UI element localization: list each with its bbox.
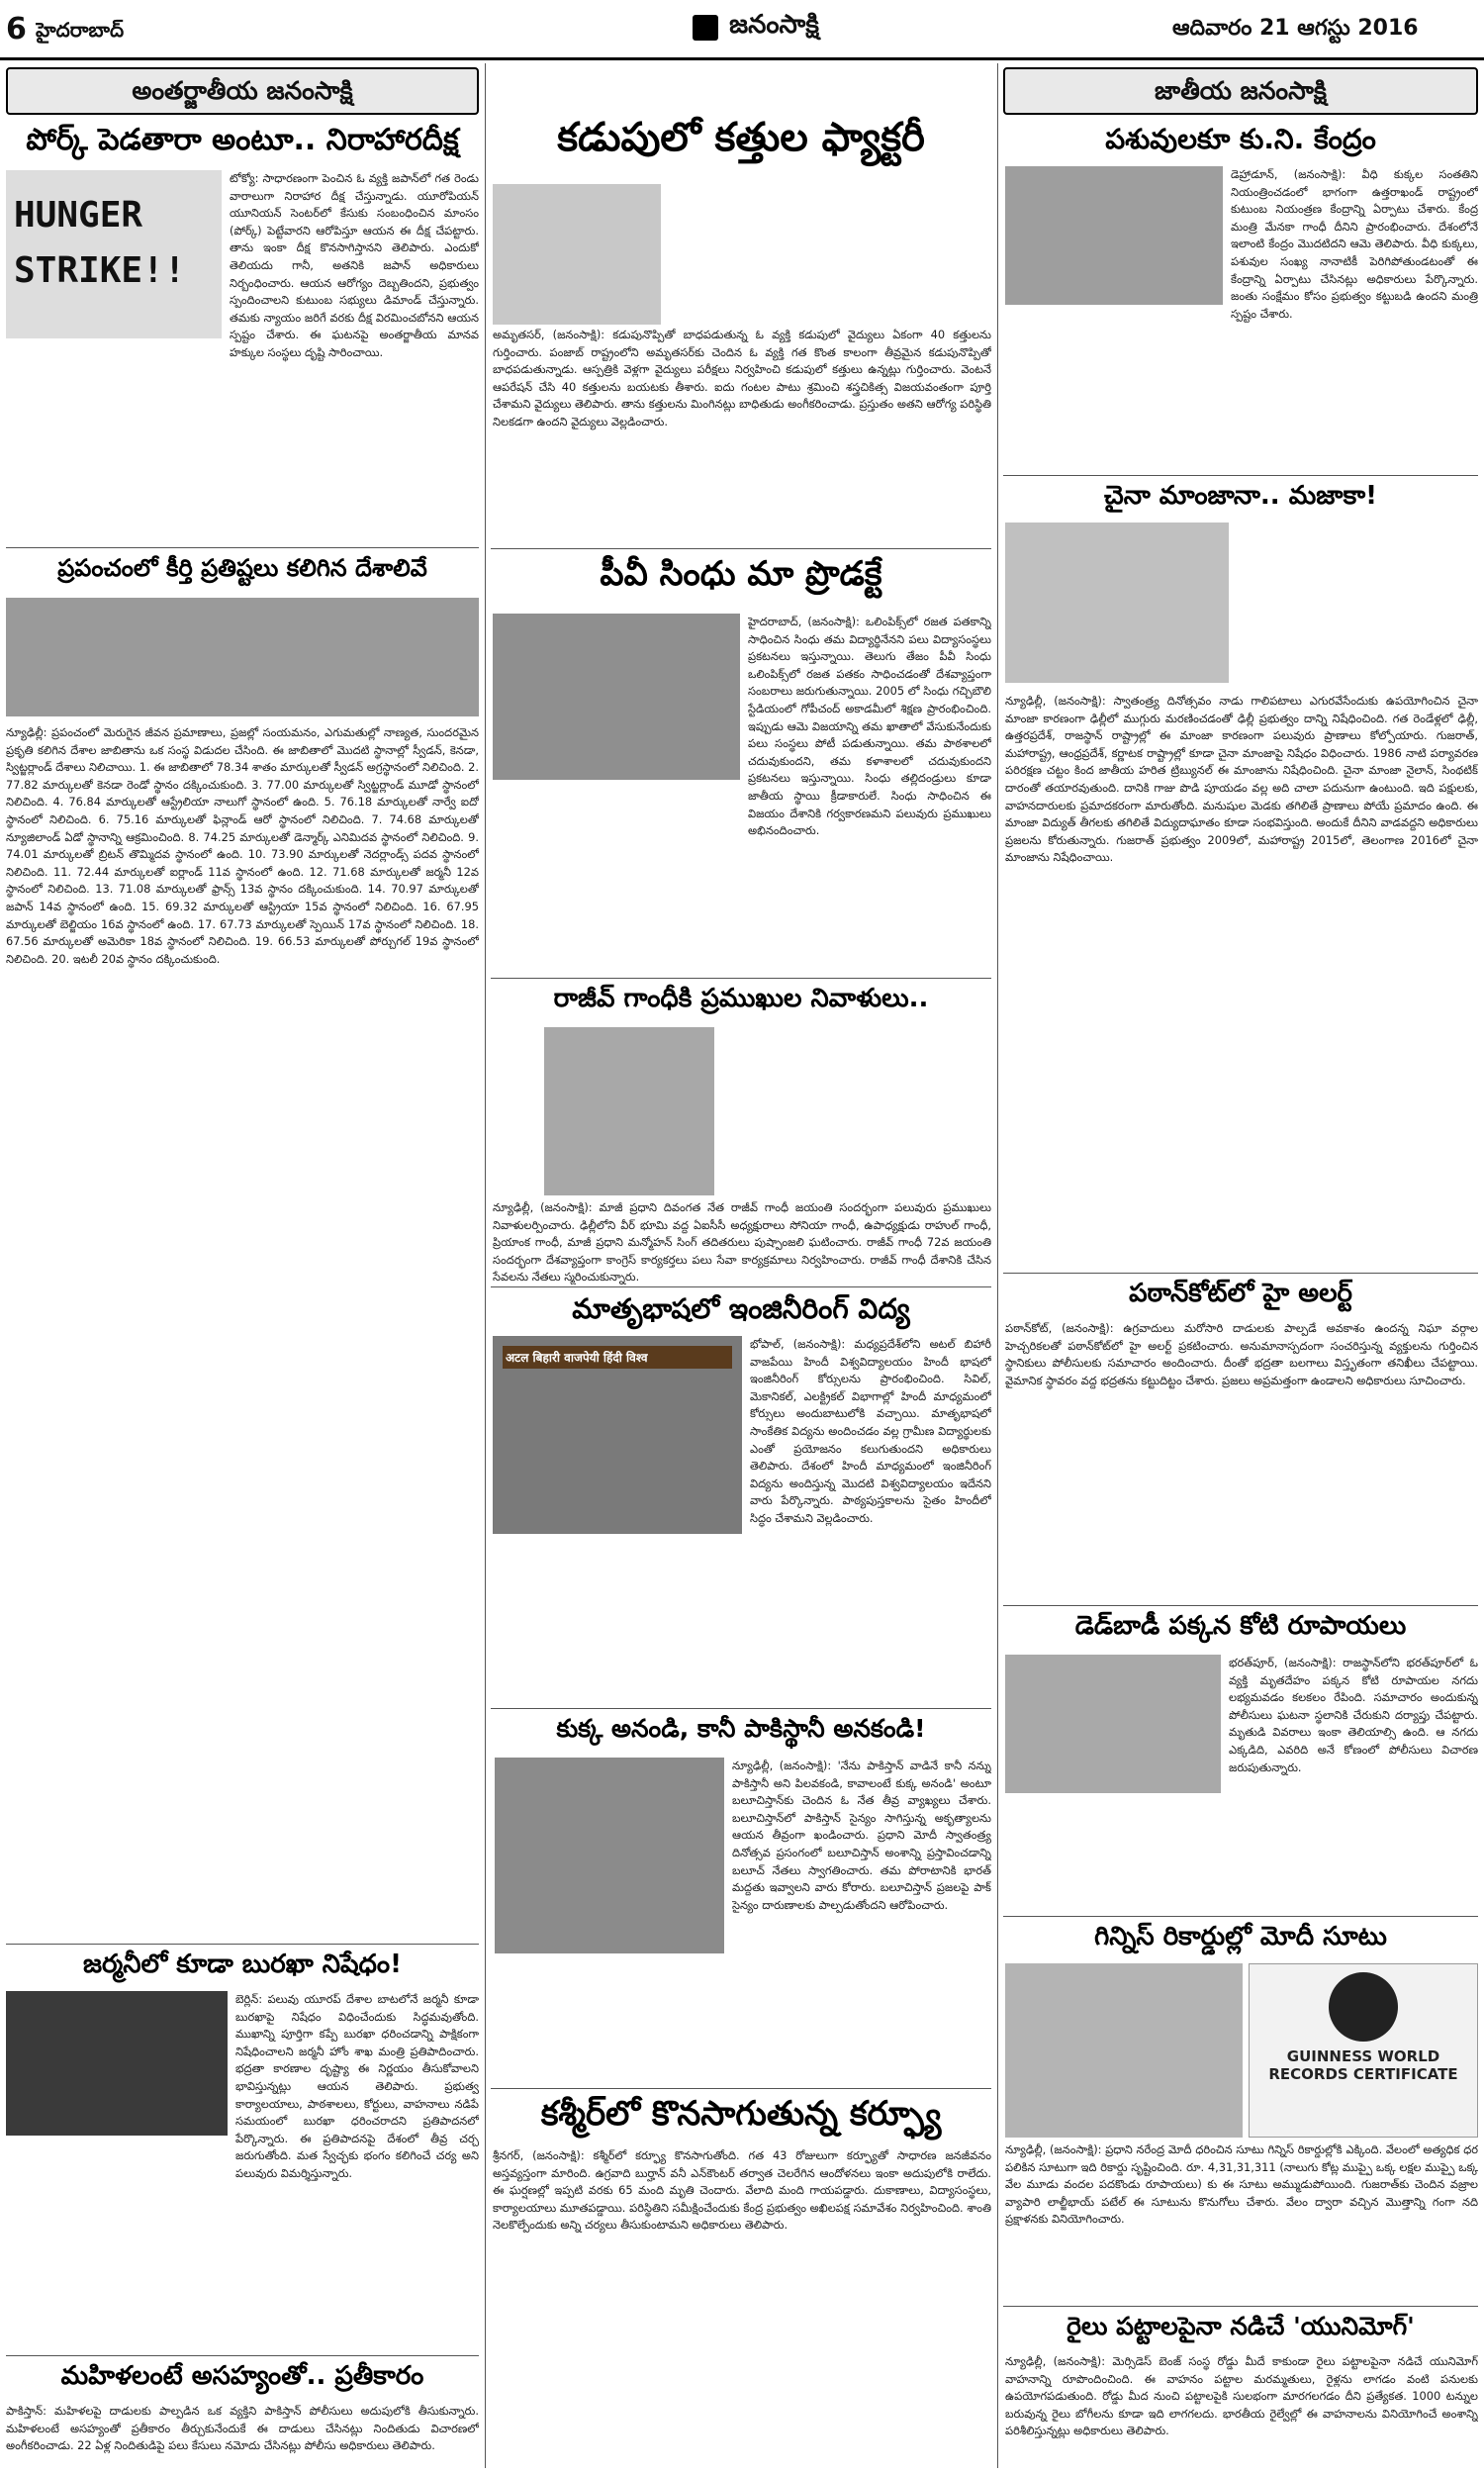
rule	[6, 1944, 479, 1945]
photo-city-street	[6, 598, 479, 716]
rule	[491, 978, 991, 979]
article-engineering: భోపాల్, (జనంసాక్షి): మధ్యప్రదేశ్‌లోని అటల్ బిహారీ వాజపేయి హిందీ విశ్వవిద్యాలయం హిందీ భాషలో ఇంజినీరింగ్ కోర్సులను ప్రారంభించింది. సివిల్, మెకానికల్, ఎలక్ట్రికల్ విభాగాల్లో హిందీ మాధ్యమంలో కోర్సులు అందుబాటులోకి వచ్చాయి. మాతృభాషలో సాంకేతిక విద్యను అందించడం వల్ల గ్రామీణ విద్యార్థులకు ఎంతో ప్రయోజనం కలుగుతుందని అధికారులు తెలిపారు. దేశంలో హిందీ మాధ్యమంలో ఇంజినీరింగ్ విద్యను అందిస్తున్న మొదటి విశ్వవిద్యాలయం ఇదేనని వారు పేర్కొన్నారు. పాఠ్యపుస్తకాలను సైతం హిందీలో సిద్ధం చేశామని వెల్లడించారు.	[750, 1337, 991, 1525]
rule	[491, 548, 991, 549]
rule	[491, 1708, 991, 1709]
article-hunger-strike: టోక్యో: సాధారణంగా పెంచిన ఓ వ్యక్తి జపాన్‌లో గత రెండు వారాలుగా నిరాహార దీక్ష చేస్తున్నాడు. యూరోపియన్ యూనియన్ సెంటర్‌లో కేసుకు సంబంధించిన మాంసం (పోర్క్) పెట్టేవారని ఆరోపిస్తూ ఆయన ఈ దీక్ష చేపట్టారు. తాను ఇంకా దీక్ష కొనసాగిస్తానని తెలిపారు. ఎందుకో తెలియదు గానీ, అతనికి జపాన్ అధికారులు నిర్బంధించారు. ఆయన ఆరోగ్యం దెబ్బతిందని, ప్రభుత్వం స్పందించాలని కుటుంబ సభ్యులు డిమాండ్ చేస్తున్నారు. తమకు న్యాయం జరిగే వరకు దీక్ష విరమించబోనని ఆయన స్పష్టం చేశారు. ఈ ఘటనపై అంతర్జాతీయ మానవ హక్కుల సంస్థలు దృష్టి సారించాయి.	[230, 171, 479, 359]
headline-rajiv-gandhi: రాజీవ్ గాంధీకి ప్రముఖుల నివాళులు..	[553, 984, 929, 1013]
article-china-manja: న్యూఢిల్లీ, (జనంసాక్షి): స్వాతంత్ర్య దినోత్సవం నాడు గాలిపటాలు ఎగురవేసేందుకు ఉపయోగించిన చైనా మాంజా కారణంగా ఢిల్లీలో ముగ్గురు మరణించడంతో ఢిల్లీ ప్రభుత్వం దాన్ని నిషేధించింది. గత రెండేళ్లలో ఢిల్లీ, ఉత్తరప్రదేశ్, రాజస్థాన్ రాష్ట్రాల్లో ఈ మాంజా కారణంగా పలువురు ప్రాణాలు కోల్పోయారు. గుజరాత్, మహారాష్ట్ర, ఆంధ్రప్రదేశ్, కర్ణాటక రాష్ట్రాల్లో కూడా చైనా మాంజాపై నిషేధం విధించారు. 1986 నాటి పర్యావరణ పరిరక్షణ చట్టం కింద జాతీయ హరిత ట్రిబ్యునల్ ఈ మాంజాను నిషేధించింది. చైనా మాంజా నైలాన్, సింథటిక్ దారంతో తయారవుతుంది. దానికి గాజు పొడి పూయడం వల్ల అది చాలా పదునుగా ఉంటుంది. ఇది పక్షులకు, వాహనదారులకు ప్రమాదకరంగా మారుతోంది. మనుషుల మెడకు తగిలితే ప్రాణాలు పోయే ప్రమాదం ఉంది. ఈ మాంజా విద్యుత్ తీగలకు తగిలితే విద్యుదాఘాతం కూడా సంభవిస్తుంది. అందుకే దీనిని వాడవద్దని అధికారులు ప్రజలను కోరుతున్నారు. గుజరాత్ ప్రభుత్వం 2009లో, మహారాష్ట్ర 2015లో, తెలంగాణ 2016లో చైనా మాంజాను నిషేధించాయి.	[1005, 694, 1478, 865]
masthead-rule	[0, 57, 1484, 60]
rule	[1003, 2306, 1478, 2307]
rule	[1003, 1605, 1478, 1606]
rule	[491, 2088, 991, 2089]
guinness-certificate-text: GUINNESS WORLD RECORDS CERTIFICATE	[1268, 2047, 1458, 2083]
rule	[1003, 1273, 1478, 1274]
guinness-certificate	[1249, 1963, 1478, 2138]
masthead	[0, 0, 1484, 67]
article-rajiv-gandhi: న్యూఢిల్లీ, (జనంసాక్షి): మాజీ ప్రధాని దివంగత నేత రాజీవ్ గాంధీ జయంతి సందర్భంగా పలువురు ప్రముఖులు నివాళులర్పించారు. ఢిల్లీలోని వీర్ భూమి వద్ద ఏఐసీసీ అధ్యక్షురాలు సోనియా గాంధీ, ఉపాధ్యక్షుడు రాహుల్ గాంధీ, ప్రియాంక గాంధీ, మాజీ ప్రధాని మన్మోహన్ సింగ్ తదితరులు పుష్పాంజలి ఘటించారు. రాజీవ్ గాంధీ 72వ జయంతి సందర్భంగా దేశవ్యాప్తంగా కాంగ్రెస్ కార్యకర్తలు పలు సేవా కార్యక్రమాలు నిర్వహించారు. రాజీవ్ గాంధీ దేశానికి చేసిన సేవలను నేతలు స్మరించుకున్నారు.	[493, 1200, 991, 1285]
rule	[6, 2355, 479, 2356]
headline-baloch: కుక్క అనండి, కానీ పాకిస్థానీ అనకండి!	[556, 1714, 926, 1743]
issue-date: ఆదివారం 21 ఆగస్టు 2016	[1172, 16, 1419, 41]
article-unimog: న్యూఢిల్లీ, (జనంసాక్షి): మెర్సిడెస్ బెంజ్ సంస్థ రోడ్డు మీదే కాకుండా రైలు పట్టాలపైనా నడిచే యునిమోగ్ వాహనాన్ని రూపొందించింది. ఈ వాహనం పట్టాల మరమ్మతులు, రైళ్లను లాగడం వంటి పనులకు ఉపయోగపడుతుంది. రోడ్డు మీద నుంచి పట్టాలపైకి సులభంగా మారగలగడం దీని ప్రత్యేకత. 1000 టన్నుల బరువున్న రైలు బోగీలను కూడా ఇది లాగగలదు. భారతీయ రైల్వేల్లో ఈ వాహనాలను వినియోగించే అంశాన్ని పరిశీలిస్తున్నట్లు అధికారులు తెలిపారు.	[1005, 2354, 1478, 2438]
headline-dead-body-cash: డెడ్‌బాడీ పక్కన కోటి రూపాయలు	[1074, 1611, 1407, 1641]
paper-logo	[693, 10, 890, 49]
headline-knife-factory: కడుపులో కత్తుల ఫ్యాక్టరీ	[557, 115, 925, 160]
paper-name: జనంసాక్షి	[729, 10, 819, 40]
headline-hunger-strike: పోర్క్ పెడతారా అంటూ.. నిరాహారదీక్ష	[26, 123, 459, 157]
column-divider-right	[997, 63, 998, 2468]
headline-modi-suit: గిన్నిస్ రికార్డుల్లో మోదీ సూటు	[1094, 1922, 1387, 1951]
headline-kashmir: కశ్మీర్‌లో కొనసాగుతున్న కర్ఫ్యూ	[540, 2094, 942, 2134]
photo-baloch-leader	[495, 1758, 724, 1953]
photo-modi	[1005, 1963, 1243, 2138]
rule	[6, 547, 479, 548]
rule	[491, 1286, 991, 1287]
headline-engineering: మాతృభాషలో ఇంజినీరింగ్ విద్య	[572, 1292, 910, 1325]
section-title-national: జాతీయ జనంసాక్షి	[1003, 67, 1478, 115]
photo-maneka-gandhi	[1005, 166, 1223, 305]
photo-burqa-women	[6, 1991, 228, 2136]
article-pathankot: పఠాన్‌కోట్, (జనంసాక్షి): ఉగ్రవాదులు మరోసారి దాడులకు పాల్పడే అవకాశం ఉందన్న నిఘా వర్గాల హెచ్చరికలతో పఠాన్‌కోట్‌లో హై అలర్ట్ ప్రకటించారు. అనుమానాస్పదంగా సంచరిస్తున్న వ్యక్తులను గుర్తించిన స్థానికులు పోలీసులకు సమాచారం అందించారు. దీంతో భద్రతా బలగాలు విస్తృతంగా తనిఖీలు చేపట్టాయి. వైమానిక స్థావరం వద్ద భద్రతను కట్టుదిట్టం చేశారు. ప్రజలు అప్రమత్తంగా ఉండాలని అధికారులు సూచించారు.	[1005, 1321, 1478, 1387]
headline-sindhu: పీవీ సింధు మా ప్రొడక్టే	[600, 554, 882, 594]
article-baloch: న్యూఢిల్లీ, (జనంసాక్షి): 'నేను పాకిస్తాన్ వాడినే కానీ నన్ను పాకిస్తానీ అని పిలవకండి, కావాలంటే కుక్క అనండి' అంటూ బలూచిస్తాన్‌కు చెందిన ఓ నేత తీవ్ర వ్యాఖ్యలు చేశారు. బలూచిస్తాన్‌లో పాకిస్తాన్ సైన్యం సాగిస్తున్న అకృత్యాలను ఆయన తీవ్రంగా ఖండించారు. ప్రధాని మోదీ స్వాతంత్ర్య దినోత్సవ ప్రసంగంలో బలూచిస్తాన్ అంశాన్ని ప్రస్తావించడాన్ని బలూచ్ నేతలు స్వాగతించారు. తమ పోరాటానికి భారత్ మద్దతు ఇవ్వాలని వారు కోరారు. బలూచిస్తాన్ ప్రజలపై పాక్ సైన్యం దారుణాలకు పాల్పడుతోందని ఆరోపించారు.	[732, 1759, 991, 1912]
headline-unimog: రైలు పట్టాలపైనా నడిచే 'యునిమోగ్'	[1067, 2312, 1415, 2340]
headline-reputed-nations: ప్రపంచంలో కీర్తి ప్రతిష్టలు కలిగిన దేశాలివే	[57, 554, 427, 582]
photo-rajiv-gandhi	[544, 1027, 714, 1195]
article-dead-body-cash: భరత్‌పూర్, (జనంసాక్షి): రాజస్థాన్‌లోని భరత్‌పూర్‌లో ఓ వ్యక్తి మృతదేహం పక్కన కోటి రూపాయల నగదు లభ్యమవడం కలకలం రేపింది. సమాచారం అందుకున్న పోలీసులు ఘటనా స్థలానికి చేరుకుని దర్యాప్తు చేపట్టారు. మృతుడి వివరాలు ఇంకా తెలియాల్సి ఉంది. ఆ నగదు ఎక్కడిది, ఎవరిది అనే కోణంలో పోలీసులు విచారణ జరుపుతున్నారు.	[1229, 1656, 1478, 1774]
headline-burqa-ban: జర్మనీలో కూడా బురఖా నిషేధం!	[83, 1950, 402, 1979]
article-knife-factory: అమృతసర్, (జనంసాక్షి): కడుపునొప్పితో బాధపడుతున్న ఓ వ్యక్తి కడుపులో వైద్యులు ఏకంగా 40 కత్తులను గుర్తించారు. పంజాబ్ రాష్ట్రంలోని అమృతసర్‌కు చెందిన ఓ వ్యక్తి గత కొంత కాలంగా తీవ్రమైన కడుపునొప్పితో బాధపడుతున్నాడు. ఆస్పత్రికి వెళ్లగా వైద్యులు పరీక్షలు నిర్వహించి కడుపులో కత్తులు ఉన్నట్లు గుర్తించారు. వెంటనే ఆపరేషన్ చేసి 40 కత్తులను బయటకు తీశారు. ఐదు గంటల పాటు శ్రమించి శస్త్రచికిత్స విజయవంతంగా పూర్తి చేశామని వైద్యులు తెలిపారు. తాను కత్తులను మింగినట్లు బాధితుడు అంగీకరించాడు. ప్రస్తుతం అతని ఆరోగ్య పరిస్థితి నిలకడగా ఉందని వైద్యులు వెల్లడించారు.	[493, 328, 991, 428]
photo-kite	[1005, 523, 1229, 683]
article-kashmir: శ్రీనగర్, (జనంసాక్షి): కశ్మీర్‌లో కర్ఫ్యూ కొనసాగుతోంది. గత 43 రోజులుగా కర్ఫ్యూతో సాధారణ జనజీవనం అస్తవ్యస్తంగా మారింది. ఉగ్రవాది బుర్హాన్ వనీ ఎన్‌కౌంటర్ తర్వాత చెలరేగిన ఆందోళనలు ఇంకా అదుపులోకి రాలేదు. ఈ ఘర్షణల్లో ఇప్పటి వరకు 65 మంది మృతి చెందారు. వేలాది మంది గాయపడ్డారు. దుకాణాలు, విద్యాసంస్థలు, కార్యాలయాలు మూతపడ్డాయి. పరిస్థితిని సమీక్షించేందుకు కేంద్ర ప్రభుత్వం అఖిలపక్ష సమావేశం నిర్వహించింది. శాంతి నెలకొల్పేందుకు అన్ని చర్యలు తీసుకుంటామని అధికారులు తెలిపారు.	[493, 2148, 991, 2233]
section-title-international: అంతర్జాతీయ జనంసాక్షి	[6, 67, 479, 115]
column-divider-left	[485, 63, 486, 2468]
photo-knives	[493, 184, 661, 325]
photo-university-sign: अटल बिहारी वाजपेयी हिंदी विश्व	[503, 1346, 732, 1369]
rule	[1003, 475, 1478, 476]
article-sindhu: హైదరాబాద్, (జనంసాక్షి): ఒలింపిక్స్‌లో రజత పతకాన్ని సాధించిన సింధు తమ విద్యార్థినేనని పలు విద్యాసంస్థలు ప్రకటనలు ఇస్తున్నాయి. తెలుగు తేజం పీవీ సింధు ఒలింపిక్స్‌లో రజత పతకం సాధించడంతో దేశవ్యాప్తంగా సంబరాలు జరుగుతున్నాయి. 2005 లో సింధు గచ్చిబౌలి స్టేడియంలో గోపీచంద్ అకాడమీలో శిక్షణ ప్రారంభించింది. ఇప్పుడు ఆమె విజయాన్ని తమ ఖాతాలో వేసుకునేందుకు పలు సంస్థలు పోటీ పడుతున్నాయి. తమ పాఠశాలలో చదువుకుందని, తమ కళాశాలలో చదువుకుందని ప్రకటనలు ఇస్తున్నాయి. సింధు తల్లిదండ్రులు కూడా జాతీయ స్థాయి క్రీడాకారులే. సింధు సాధించిన ఈ విజయం దేశానికి గర్వకారణమని పలువురు ప్రముఖులు అభినందించారు.	[748, 615, 991, 838]
guinness-logo-icon	[1329, 1972, 1398, 2042]
article-animal-centre: డెహ్రాడూన్, (జనంసాక్షి): వీధి కుక్కల సంతతిని నియంత్రించడంలో భాగంగా ఉత్తరాఖండ్ రాష్ట్రంలో కుటుంబ నియంత్రణ కేంద్రాన్ని ఏర్పాటు చేశారు. కేంద్ర మంత్రి మేనకా గాంధీ దీనిని ప్రారంభించారు. దేశంలోనే ఇలాంటి కేంద్రం మొదటిదని ఆమె తెలిపారు. వీధి కుక్కలు, పశువుల సంఖ్య నానాటికీ పెరిగిపోతుండటంతో ఈ కేంద్రాన్ని ఏర్పాటు చేసినట్లు అధికారులు పేర్కొన్నారు. జంతు సంక్షేమం కోసం ప్రభుత్వం కట్టుబడి ఉందని మంత్రి స్పష్టం చేశారు.	[1231, 167, 1478, 321]
photo-cash-bundles	[1005, 1655, 1221, 1793]
photo-hunger-strike	[6, 170, 222, 338]
photo-sindhu	[493, 614, 740, 780]
article-revenge: పాకిస్తాన్: మహిళలపై దాడులకు పాల్పడిన ఒక వ్యక్తిని పాకిస్తాన్ పోలీసులు అదుపులోకి తీసుకున్నారు. మహిళలంటే అసహ్యంతో ప్రతీకారం తీర్చుకునేందుకే ఈ దాడులు చేసినట్లు నిందితుడు విచారణలో అంగీకరించాడు. 22 ఏళ్ల నిందితుడిపై పలు కేసులు నమోదు చేసినట్లు పోలీసు అధికారులు తెలిపారు.	[6, 2404, 479, 2453]
headline-pathankot: పఠాన్‌కోట్‌లో హై అలర్ట్	[1129, 1279, 1352, 1308]
logo-mark-icon	[693, 15, 718, 41]
headline-china-manja: చైనా మాంజానా.. మజాకా!	[1103, 481, 1378, 511]
city-label: హైదరాబాద్	[36, 18, 125, 42]
photo-hunger-strike-sign: HUNGER STRIKE!!	[14, 195, 186, 291]
article-burqa-ban: బెర్లిన్: పలువు యూరప్ దేశాల బాటలోనే జర్మనీ కూడా బురఖాపై నిషేధం విధించేందుకు సిద్ధమవుతోంది. ముఖాన్ని పూర్తిగా కప్పే బురఖా ధరించడాన్ని పాక్షికంగా నిషేధించాలని జర్మనీ హోం శాఖ మంత్రి ప్రతిపాదించారు. భద్రతా కారణాల దృష్ట్యా ఈ నిర్ణయం తీసుకోవాలని భావిస్తున్నట్లు ఆయన తెలిపారు. ప్రభుత్వ కార్యాలయాలు, పాఠశాలలు, కోర్టులు, వాహనాలు నడిపే సమయంలో బురఖా ధరించరాదని ప్రతిపాదనలో పేర్కొన్నారు. ఈ ప్రతిపాదనపై దేశంలో తీవ్ర చర్చ జరుగుతోంది. మత స్వేచ్ఛకు భంగం కలిగించే చర్య అని పలువురు విమర్శిస్తున్నారు.	[235, 1992, 479, 2180]
article-reputed-nations: న్యూఢిల్లీ: ప్రపంచంలో మెరుగైన జీవన ప్రమాణాలు, ప్రజల్లో సంయమనం, ఎగుమతుల్లో నాణ్యత, సుందరమైన ప్రకృతి కలిగిన దేశాల జాబితాను ఒక సంస్థ విడుదల చేసింది. ఈ జాబితాలో మొదటి స్థానాల్లో స్వీడన్, కెనడా, స్విట్జర్లాండ్ దేశాలు నిలిచాయి. 1. ఈ జాబితాలో 78.34 శాతం మార్కులతో స్వీడన్ అగ్రస్థానంలో నిలిచింది. 2. 77.82 మార్కులతో కెనడా రెండో స్థానం దక్కించుకుంది. 3. 77.00 మార్కులతో స్విట్జర్లాండ్ మూడో స్థానంలో నిలిచింది. 4. 76.84 మార్కులతో ఆస్ట్రేలియా నాలుగో స్థానంలో ఉంది. 5. 76.18 మార్కులతో నార్వే ఐదో స్థానంలో నిలిచింది. 6. 75.16 మార్కులతో ఫిన్లాండ్ ఆరో స్థానంలో నిలిచింది. 7. 74.68 మార్కులతో న్యూజిలాండ్ ఏడో స్థానాన్ని ఆక్రమించింది. 8. 74.25 మార్కులతో డెన్మార్క్ ఎనిమిదవ స్థానంలో నిలిచింది. 9. 74.01 మార్కులతో బ్రిటన్ తొమ్మిదవ స్థానంలో ఉంది. 10. 73.90 మార్కులతో నెదర్లాండ్స్ పదవ స్థానంలో నిలిచింది. 11. 72.44 మార్కులతో ఐర్లాండ్ 11వ స్థానంలో ఉంది. 12. 71.68 మార్కులతో జర్మనీ 12వ స్థానంలో నిలిచింది. 13. 71.08 మార్కులతో ఫ్రాన్స్ 13వ స్థానం దక్కించుకుంది. 14. 70.97 మార్కులతో జపాన్ 14వ స్థానంలో ఉంది. 15. 69.32 మార్కులతో ఆస్ట్రియా 15వ స్థానంలో నిలిచింది. 16. 67.95 మార్కులతో బెల్జియం 16వ స్థానంలో ఉంది. 17. 67.73 మార్కులతో స్పెయిన్ 17వ స్థానంలో నిలిచింది. 18. 67.56 మార్కులతో అమెరికా 18వ స్థానంలో నిలిచింది. 19. 66.53 మార్కులతో పోర్చుగల్ 19వ స్థానంలో నిలిచింది. 20. ఇటలీ 20వ స్థానం దక్కించుకుంది.	[6, 725, 479, 966]
rule	[1003, 1916, 1478, 1917]
headline-revenge: మహిళలంటే అసహ్యంతో.. ప్రతీకారం	[60, 2361, 424, 2391]
article-modi-suit: న్యూఢిల్లీ, (జనంసాక్షి): ప్రధాని నరేంద్ర మోదీ ధరించిన సూటు గిన్నిస్ రికార్డుల్లోకి ఎక్కింది. వేలంలో అత్యధిక ధర పలికిన సూటుగా ఇది రికార్డు సృష్టించింది. రూ. 4,31,31,311 (నాలుగు కోట్ల ముప్పై ఒక్క లక్షల ముప్పై ఒక్క వేల మూడు వందల పదకొండు రూపాయలు) కు ఈ సూటు అమ్ముడుపోయింది. గుజరాత్‌కు చెందిన వజ్రాల వ్యాపారి లాల్జీభాయ్ పటేల్ ఈ సూటును కొనుగోలు చేశారు. వేలం ద్వారా వచ్చిన మొత్తాన్ని గంగా నది ప్రక్షాళనకు వినియోగించారు.	[1005, 2142, 1478, 2227]
headline-animal-centre: పశువులకూ కు.ని. కేంద్రం	[1105, 123, 1376, 155]
page-number: 6	[6, 12, 27, 47]
photo-university	[493, 1336, 742, 1534]
